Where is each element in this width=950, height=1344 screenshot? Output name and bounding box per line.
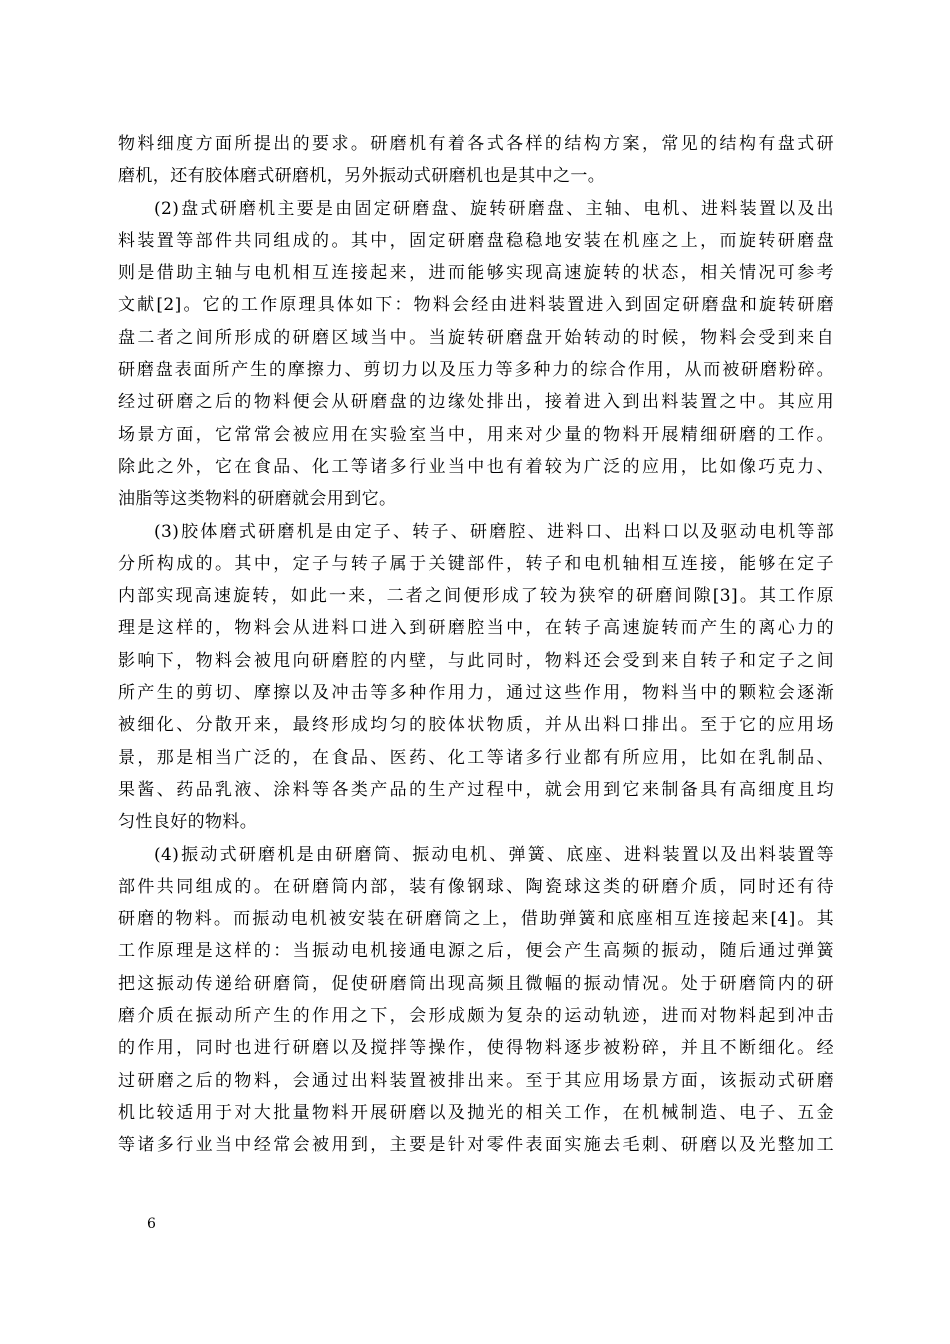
text-line: 研磨盘表面所产生的摩擦力、剪切力以及压力等多种力的综合作用，从而被研磨粉碎。 <box>118 360 834 381</box>
text-line: 把这振动传递给研磨筒，促使研磨筒出现高频且微幅的振动情况。处于研磨筒内的研 <box>118 973 834 994</box>
text-line: 内部实现高速旋转，如此一来，二者之间便形成了较为狭窄的研磨间隙[3]。其工作原 <box>118 586 834 607</box>
text-line: 过研磨之后的物料，会通过出料装置被排出来。至于其应用场景方面，该振动式研磨 <box>118 1070 834 1091</box>
text-line: 分所构成的。其中，定子与转子属于关键部件，转子和电机轴相互连接，能够在定子 <box>118 553 834 574</box>
text-line: 匀性良好的物料。 <box>118 812 258 833</box>
text-line: 机比较适用于对大批量物料开展研磨以及抛光的相关工作，在机械制造、电子、五金 <box>118 1102 834 1123</box>
text-line: 果酱、药品乳液、涂料等各类产品的生产过程中，就会用到它来制备具有高细度且均 <box>118 779 834 800</box>
text-line: 文献[2]。它的工作原理具体如下：物料会经由进料装置进入到固定研磨盘和旋转研磨 <box>118 295 834 316</box>
text-line: (3)胶体磨式研磨机是由定子、转子、研磨腔、进料口、出料口以及驱动电机等部 <box>154 521 834 542</box>
text-line: 影响下，物料会被甩向研磨腔的内壁，与此同时，物料还会受到来自转子和定子之间 <box>118 650 834 671</box>
text-line: 理是这样的，物料会从进料口进入到研磨腔当中，在转子高速旋转而产生的离心力的 <box>118 618 834 639</box>
body-text <box>118 128 834 1162</box>
text-line: 除此之外，它在食品、化工等诸多行业当中也有着较为广泛的应用，比如像巧克力、 <box>118 456 834 477</box>
text-line: 研磨的物料。而振动电机被安装在研磨筒之上，借助弹簧和底座相互连接起来[4]。其 <box>118 909 834 930</box>
text-line: 油脂等这类物料的研磨就会用到它。 <box>118 489 397 510</box>
text-line: (2)盘式研磨机主要是由固定研磨盘、旋转研磨盘、主轴、电机、进料装置以及出 <box>154 198 834 219</box>
text-line: (4)振动式研磨机是由研磨筒、振动电机、弹簧、底座、进料装置以及出料装置等 <box>154 844 834 865</box>
text-line: 场景方面，它常常会被应用在实验室当中，用来对少量的物料开展精细研磨的工作。 <box>118 424 834 445</box>
text-line: 则是借助主轴与电机相互连接起来，进而能够实现高速旋转的状态，相关情况可参考 <box>118 263 834 284</box>
text-line: 物料细度方面所提出的要求。研磨机有着各式各样的结构方案，常见的结构有盘式研 <box>118 134 834 154</box>
text-line: 磨介质在振动所产生的作用之下，会形成颇为复杂的运动轨迹，进而对物料起到冲击 <box>118 1006 834 1027</box>
page-number: 6 <box>147 1216 156 1232</box>
text-line: 等诸多行业当中经常会被用到，主要是针对零件表面实施去毛刺、研磨以及光整加工 <box>118 1135 834 1156</box>
text-line: 的作用，同时也进行研磨以及搅拌等操作，使得物料逐步被粉碎，并且不断细化。经 <box>118 1038 834 1059</box>
text-line: 工作原理是这样的：当振动电机接通电源之后，便会产生高频的振动，随后通过弹簧 <box>118 941 834 962</box>
text-line: 所产生的剪切、摩擦以及冲击等多种作用力，通过这些作用，物料当中的颗粒会逐渐 <box>118 683 834 704</box>
text-line: 料装置等部件共同组成的。其中，固定研磨盘稳稳地安装在机座之上，而旋转研磨盘 <box>118 230 834 251</box>
text-line: 磨机，还有胶体磨式研磨机，另外振动式研磨机也是其中之一。 <box>118 166 606 187</box>
text-line: 景，那是相当广泛的，在食品、医药、化工等诸多行业都有所应用，比如在乳制品、 <box>118 747 834 768</box>
text-line: 被细化、分散开来，最终形成均匀的胶体状物质，并从出料口排出。至于它的应用场 <box>118 715 834 736</box>
text-line: 部件共同组成的。在研磨筒内部，装有像钢球、陶瓷球这类的研磨介质，同时还有待 <box>118 876 834 897</box>
text-line: 盘二者之间所形成的研磨区域当中。当旋转研磨盘开始转动的时候，物料会受到来自 <box>118 327 834 348</box>
text-line: 经过研磨之后的物料便会从研磨盘的边缘处排出，接着进入到出料装置之中。其应用 <box>118 392 834 413</box>
